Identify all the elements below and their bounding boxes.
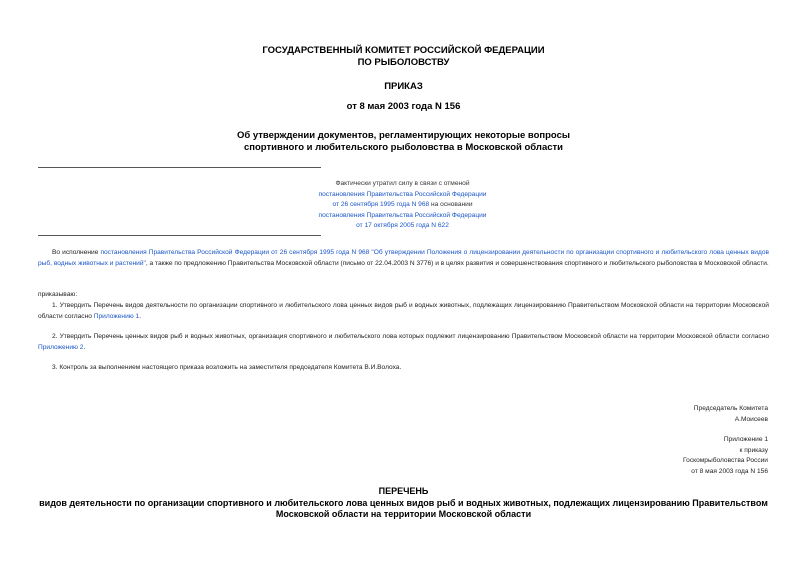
signature-block bbox=[694, 404, 768, 425]
divider-bottom bbox=[38, 235, 321, 236]
appendix-heading: ПЕРЕЧЕНЬ bbox=[378, 486, 429, 496]
order-item-3-text: 3. Контроль за выполнением настоящего приказа возложить на заместителя председателя Комитета В.И.Волоха. bbox=[52, 364, 402, 371]
status-link-decree-1[interactable]: постановления Правительства Российской Федерации bbox=[318, 190, 487, 198]
appendix-ref-line-1: Приложение 1 bbox=[723, 436, 768, 443]
order-word: приказываю: bbox=[38, 291, 78, 298]
intro-suffix: , а также по предложению Правительства Московской области (письмо от 22.04.2003 N 3776) и в целях развития и совершенствования спортивного и любительского рыболовства в Московской области. bbox=[145, 259, 769, 267]
intro-prefix: Во исполнение bbox=[52, 249, 101, 256]
intro-decree-link[interactable]: постановления Правительства Российской Федерации от 26 сентября 1995 года N 968 "Об утверждении Положения о лицензировании деятельности по организации спортивного и любительского лова ценных видов рыб, водных животных и растений" bbox=[38, 249, 769, 267]
issuer-line-2: ПО РЫБОЛОВСТВУ bbox=[357, 57, 450, 68]
divider-top bbox=[38, 167, 321, 168]
appendix-ref-line-2: к приказу bbox=[739, 446, 768, 454]
status-note bbox=[270, 179, 535, 232]
subject-line-1: Об утверждении документов, регламентирующих некоторые вопросы bbox=[236, 130, 570, 141]
document-subject bbox=[0, 130, 807, 154]
order-item-2-text: 2. Утвердить Перечень ценных видов рыб и водных животных, организация спортивного и любительского лова которых подлежит лицензированию Правительством Московской области на территории Московской области согласно bbox=[52, 333, 769, 340]
appendix-title bbox=[0, 486, 807, 521]
appendix-reference bbox=[683, 435, 768, 477]
appendix-ref-line-3: Госкомрыболовства России bbox=[683, 457, 768, 464]
intro-paragraph bbox=[38, 248, 769, 269]
appendix-ref-line-4: от 8 мая 2003 года N 156 bbox=[691, 467, 768, 475]
status-note-tail: на основании bbox=[429, 201, 473, 208]
appendix-2-link[interactable]: Приложению 2 bbox=[38, 343, 84, 351]
order-item-1 bbox=[38, 301, 769, 322]
status-note-line-1: Фактически утратил силу в связи с отменой bbox=[335, 180, 470, 187]
issuer-line-1: ГОСУДАРСТВЕННЫЙ КОМИТЕТ РОССИЙСКОЙ ФЕДЕРАЦИИ bbox=[262, 45, 545, 56]
order-item-2 bbox=[38, 332, 769, 353]
order-item-3 bbox=[38, 363, 769, 374]
status-link-decree-2[interactable]: постановления Правительства Российской Федерации bbox=[318, 211, 487, 219]
signature-title: Председатель Комитета bbox=[693, 405, 768, 412]
document-type: ПРИКАЗ bbox=[384, 81, 423, 92]
order-item-1-end: . bbox=[139, 312, 142, 320]
appendix-title-line-2: Московской области на территории Московской области bbox=[275, 509, 532, 519]
appendix-1-link[interactable]: Приложению 1 bbox=[93, 312, 140, 320]
order-item-1-text: 1. Утвердить Перечень видов деятельности по организации спортивного и любительского лова ценных видов рыб и водных животных, подлежащих лицензированию Правительством Московской области на территории Московской области согласно bbox=[38, 302, 769, 320]
issuer-heading bbox=[0, 45, 807, 69]
order-item-2-end: . bbox=[83, 343, 86, 351]
document-date-number: от 8 мая 2003 года N 156 bbox=[346, 101, 461, 112]
signature-name: А.Моисеев bbox=[734, 415, 768, 423]
subject-line-2: спортивного и любительского рыболовства в Московской области bbox=[243, 142, 563, 153]
status-link-decree-2-date[interactable]: от 17 октября 2005 года N 622 bbox=[356, 222, 449, 229]
appendix-title-line-1: видов деятельности по организации спортивного и любительского лова ценных видов рыб и водных животных, подлежащих лицензированию Правительством bbox=[39, 497, 768, 508]
status-link-decree-1-date[interactable]: от 26 сентября 1995 года N 968 bbox=[332, 201, 430, 208]
